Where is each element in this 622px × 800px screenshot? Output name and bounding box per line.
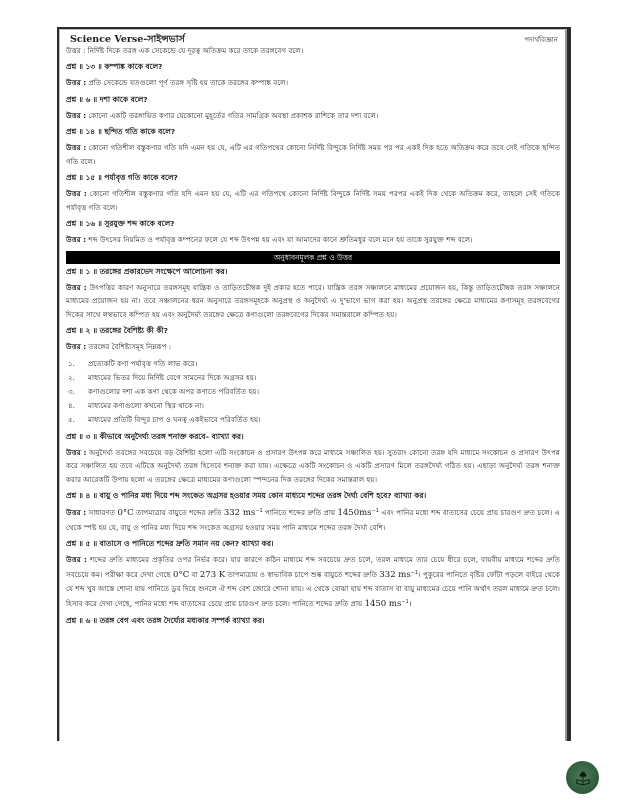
brand-title: Science Verse-সাইন্সভার্স: [70, 34, 185, 45]
list-number: ১.: [68, 358, 75, 368]
question: প্রশ্ন ॥ ১৬ ॥ সুরযুক্ত শব্দ কাকে বলে?: [66, 219, 175, 228]
list-number: ২.: [68, 372, 75, 382]
section-banner: অনুধাবনমূলক প্রশ্ন ও উত্তর: [66, 251, 560, 264]
answer-label: উত্তর :: [66, 110, 87, 120]
unit-exponent: −1: [255, 508, 263, 514]
answer-text: অনুদৈর্ঘ্য তরঙ্গের সবচেয়ে বড় বৈশিষ্ট্য হলো এটি সংকোচন ও প্রসারণ উৎপন্ন করে মাধ্যমে সঞ্চালিত হয়। সুতরাং কোনো তরঙ্গ যদি মাধ্যমে সংকোচন ও প্রসারণ উৎপন্ন করে সঞ্চালিত হয় তবে এটিকে অনুদৈর্ঘ্য তরঙ্গ হিসেবে শনাক্ত করা যায়। এক্ষেত্রে একটি সংকোচন ও একটি প্রসারণ মিলে তরঙ্গদৈর্ঘ্য গঠিত হয়। এছাড়া অনুদৈর্ঘ্য তরঙ্গ শনাক্ত করার আরেকটি উপায় হলো এ তরঙ্গের ক্ষেত্রে মাধ্যমের কণাগুলো স্পন্দনের দিক তরঙ্গের দিকের সমান্তরাল হয়।: [66, 447, 560, 484]
list-item: [66, 371, 560, 385]
answer-text: কোনো একটি তরঙ্গায়িত কণার যেকোনো মুহূর্তের গতির সামগ্রিক অবস্থা প্রকাশক রাশিকে তার দশা বলে।: [88, 110, 379, 120]
question: প্রশ্ন ॥ ৬ ॥ দশা কাকে বলে?: [66, 94, 148, 104]
question: প্রশ্ন ॥ ১ ॥ তরঙ্গের প্রকারভেদ সংক্ষেপে আলোচনা কর।: [66, 266, 228, 276]
answer: [66, 340, 560, 354]
question: প্রশ্ন ॥ ১৪ ॥ ছন্দিত গতি কাকে বলে?: [66, 127, 176, 136]
list-number: ৩.: [68, 386, 75, 396]
intro-answer: উত্তর : নির্দিষ্ট দিকে তরঙ্গ এক সেকেন্ডে যে দূরত্ব অতিক্রম করে তাকে তরঙ্গবেগ বলে।: [66, 46, 304, 55]
answer: [66, 187, 560, 214]
answer: [66, 141, 560, 168]
short-qa-list: [66, 61, 560, 247]
qa-item: [66, 61, 560, 90]
qa-item: [66, 431, 560, 487]
qa-item: [66, 94, 560, 123]
list-text: প্রত্যেকটি কণা পর্যাবৃত্ত গতি লাভ করে।: [88, 358, 198, 368]
qa-item: [66, 490, 560, 534]
qa-item: [66, 172, 560, 214]
answer-text: উৎপত্তির কারণ অনুসারে তরঙ্গসমূহ যান্ত্রিক ও তাড়িতচৌম্বক দুই প্রকার হতে পারে। যান্ত্রিক তরঙ্গ সঞ্চালনে মাধ্যমের প্রয়োজন হয়, কিন্তু তাড়িতচৌম্বক তরঙ্গ সঞ্চালনে মাধ্যমের প্রয়োজন হয় না। তবে সঞ্চালনের ধরন অনুসারে তরঙ্গসমূহকে অনুপ্রস্থ ও অনুদৈর্ঘ্য এ দু'ভাগে ভাগ করা হয়। অনুপ্রস্থ তরঙ্গের ক্ষেত্রে মাধ্যমের কণাসমূহ তরঙ্গবেগের দিকের সাথে লম্বভাবে কম্পিত হয় এবং অনুদৈর্ঘ্য তরঙ্গের ক্ষেত্রে কণাগুলো তরঙ্গবেগের দিকের সমান্তরালে কম্পিত হয়।: [66, 282, 560, 319]
numeric-value: 0°C: [117, 508, 134, 518]
answer-label: উত্তর :: [66, 447, 87, 457]
numeric-value: 332 ms: [223, 508, 256, 518]
answer: [66, 505, 560, 534]
list-number: ৪.: [68, 400, 75, 410]
list-text: মাধ্যমের কণাগুলো কখনো স্থির থাকে না।: [88, 400, 204, 410]
answer: [66, 446, 560, 487]
text-fragment: তাপমাত্রায় বায়ুতে শব্দের দ্রুতি: [133, 508, 224, 517]
question: প্রশ্ন ॥ ১৩ ॥ কম্পাঙ্ক কাকে বলে?: [66, 62, 163, 71]
answer-text: [66, 508, 560, 532]
answer-text: কোনো গতিশীল বস্তুকণার গতি যদি এমন হয় যে, এটি এর গতিপথে কোনো নির্দিষ্ট বিন্দুকে নির্দিষ্ট সময় পরপর একই দিক থেকে অতিক্রম করে, তাহলে সেই গতিকে পর্যাবৃত্ত গতি বলে।: [66, 189, 560, 212]
unit-exponent: −1: [371, 508, 379, 514]
answer-label: উত্তর :: [66, 555, 87, 564]
text-fragment: সাধারণত: [88, 508, 118, 517]
numeric-value: 1450ms: [337, 508, 372, 518]
answer: [66, 553, 560, 611]
question: প্রশ্ন ॥ ১৫ ॥ পর্যাবৃত্ত গতি কাকে বলে?: [66, 173, 178, 182]
logo-badge[interactable]: [566, 761, 599, 794]
answer-text: প্রতি সেকেন্ডে যতগুলো পূর্ণ তরঙ্গ সৃষ্টি হয় তাকে তরঙ্গের কম্পাঙ্ক বলে।: [88, 78, 289, 87]
question: প্রশ্ন ॥ ৫ ॥ বাতাসে ও পানিতে শব্দের দ্রুতি সমান নয় কেন? ব্যাখ্যা কর।: [66, 539, 274, 548]
answer: [66, 76, 560, 90]
numeric-value: 0°C: [173, 569, 190, 580]
answer-label: উত্তর :: [66, 143, 87, 152]
list-item: [66, 399, 560, 413]
answer-label: উত্তর :: [66, 189, 87, 198]
numeric-value: 1450 ms: [364, 598, 402, 609]
numeric-value: 273 K: [199, 569, 226, 580]
qa-item: [66, 325, 560, 427]
numeric-value: 332 ms: [379, 569, 411, 580]
list-item: [66, 385, 560, 399]
list-item: [66, 357, 560, 371]
text-fragment: । পুকুরের পানিতে বৃষ্টির ফোঁটা পড়লে বাইরে থেকে যে শব্দ খুব আস্তে শোনা যায় পানিতে ডুব দিয়ে শুনলে ঐ শব্দ বেশ জোরে শোনা যায়। এ থেকে বোঝা যায় শব্দ বাতাস বা বায়ু মাধ্যমের চেয়ে পানি অর্থাৎ তরল মাধ্যমে দ্রুত চলে। হিসাব করে দেখা গেছে, পানির মধ্যে শব্দ বাতাসের চেয়ে প্রায় চারগুণ দ্রুত চলে। পানিতে শব্দের দ্রুতি প্রায়: [66, 569, 561, 608]
qa-item: [66, 538, 560, 611]
list-number: ৫.: [68, 414, 75, 424]
qa-item: [66, 126, 560, 168]
answer: [66, 109, 560, 123]
book-tree-logo-icon: [574, 769, 592, 787]
text-fragment: শব্দের দ্রুতি মাধ্যমের প্রকৃতির ওপর নির্ভর করে। যার কারণে কঠিন মাধ্যমে শব্দ সবচেয়ে দ্রুত চলে, তরল মাধ্যমে তার চেয়ে ধীরে চলে, বায়বীয় মাধ্যমে শব্দের দ্রুতি সবচেয়ে কম। পরীক্ষা করে দেখা গেছে: [66, 555, 560, 579]
text-fragment: তাপমাত্রায় ও স্বাভাবিক চাপে শুষ্ক বায়ুতে শব্দের দ্রুতি: [225, 569, 380, 579]
list-item: [66, 413, 560, 427]
question: প্রশ্ন ॥ ৩ ॥ কীভাবে অনুদৈর্ঘ্য তরঙ্গ শনাক্ত করবে– ব্যাখ্যা কর।: [66, 431, 244, 441]
text-fragment: ।: [408, 598, 412, 608]
unit-exponent: −1: [410, 569, 419, 576]
long-qa-list: [66, 266, 560, 628]
answer-text: কোনো গতিশীল বস্তুকণার গতি যদি এমন হয় যে, এটি এর গতিপথের কোনো নির্দিষ্ট বিন্দুকে নির্দিষ্ট সময় পর পর একই দিক হতে অতিক্রম করে তবে সেই গতিকে ছন্দিত গতি বলে।: [66, 143, 560, 166]
feature-list: [66, 357, 560, 427]
list-text: মাধ্যমের ভিতর দিয়ে নির্দিষ্ট বেগে সামনের দিকে অগ্রসর হয়।: [88, 372, 257, 382]
text-fragment: পানিতে শব্দের দ্রুতি প্রায়: [262, 508, 338, 517]
question: প্রশ্ন ॥ ৪ ॥ বায়ু ও পানির মধ্য দিয়ে শব্দ সংকেত অগ্রসর হওয়ার সময় কোন মাধ্যমে শব্দের তরঙ্গ দৈর্ঘ্য বেশি হবে? ব্যাখ্যা কর।: [66, 491, 427, 500]
answer-text: তরঙ্গের বৈশিষ্ট্যসমূহ নিম্নরূপ :: [88, 342, 172, 351]
answer-label: উত্তর :: [66, 508, 87, 517]
list-text: কণাগুলোর দশা এক কণা থেকে অপর কণাতে পরিবর্তিত হয়।: [88, 386, 260, 396]
qa-item: [66, 266, 560, 322]
page-header: [66, 33, 560, 45]
document-page: [66, 33, 560, 627]
answer: [66, 281, 560, 322]
qa-item: [66, 218, 560, 247]
answer-label: উত্তর :: [66, 235, 87, 244]
answer-label: উত্তর :: [66, 78, 87, 87]
question: প্রশ্ন ॥ ৬ ॥ তরঙ্গ বেগ এবং তরঙ্গ দৈর্ঘ্যের মধ্যকার সম্পর্ক ব্যাখ্যা কর।: [66, 616, 265, 625]
answer: [66, 233, 560, 247]
answer-text: [66, 555, 560, 608]
unit-exponent: −1: [401, 598, 409, 605]
text-fragment: এবং পানির মধ্যে শব্দ বাতাসের চেয়ে প্রায় চারগুণ দ্রুত চলে। এ থেকে স্পষ্ট হয় যে, বায়ু ও পানির মধ্য দিয়ে শব্দ সংকেত অগ্রসর হওয়ার সময় পানি মাধ্যমে শব্দের তরঙ্গ দৈর্ঘ্য বেশি।: [66, 508, 560, 532]
list-text: মাধ্যমের প্রতিটি বিন্দুর চাপ ও ঘনত্ব একইভাবে পরিবর্তিত হয়।: [88, 414, 261, 424]
text-fragment: বা: [189, 569, 200, 579]
question: প্রশ্ন ॥ ২ ॥ তরঙ্গের বৈশিষ্ট্য কী কী?: [66, 326, 168, 335]
subject-label: পদার্থবিজ্ঞান: [524, 36, 558, 44]
answer-label: উত্তর :: [66, 342, 87, 351]
answer-text: শব্দ উৎসের নিয়মিত ও পর্যাবৃত্ত কম্পনের ফলে যে শব্দ উৎপন্ন হয় এবং যা আমাদের কানে শ্রুতিমধুর বলে মনে হয় তাকে সুরযুক্ত শব্দ বলে।: [88, 235, 473, 244]
answer-label: উত্তর :: [66, 282, 87, 292]
qa-item: [66, 615, 560, 627]
